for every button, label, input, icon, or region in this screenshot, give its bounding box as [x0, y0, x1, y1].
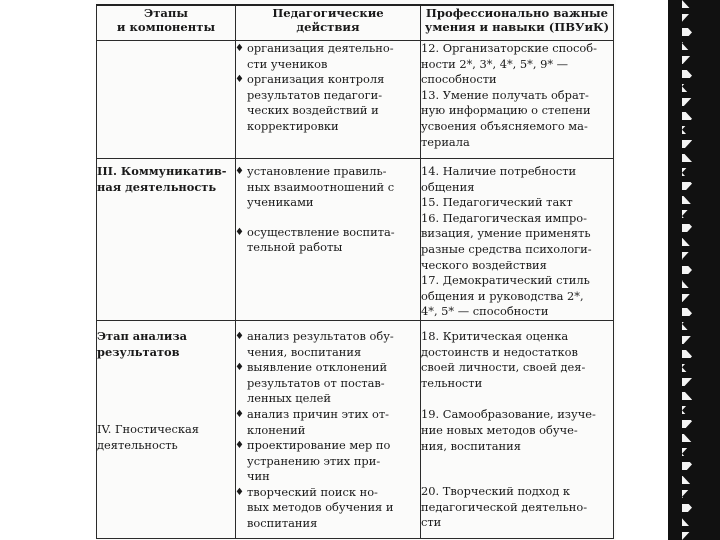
skills-cell [421, 320, 614, 538]
bullet-icon: ♦ [235, 226, 244, 238]
table-row-communicative [97, 159, 614, 321]
skill-item-16: 16. Педагогическая импро- визация, умение применять разные средства психологи- ческого воздействия [421, 210, 592, 272]
action-item: ♦ анализ результатов обу- чения, воспитания [235, 328, 394, 359]
actions-cell [236, 320, 421, 538]
stage-cell-analysis: Этап анализа результатов IV. Гностическая деятельность [97, 320, 236, 538]
bullet-icon: ♦ [235, 74, 244, 86]
skill-item-15: 15. Педагогический такт [421, 195, 573, 210]
skill-item-19: 19. Самообразование, изуче- ние новых методов обуче- ния, воспитания [421, 407, 596, 453]
header-stages [97, 5, 236, 41]
document-page [96, 0, 616, 540]
bullet-icon: ♦ [235, 486, 244, 498]
skills-cell [421, 159, 614, 321]
header-actions [236, 5, 421, 41]
header-skills-line2: умения и навыки (ПВУиК) [424, 20, 610, 34]
stage-cell-communicative: III. Коммуникатив- ная деятельность [97, 159, 236, 321]
action-item: ♦ выявление отклонений результатов от постав- ленных целей [235, 360, 388, 406]
action-item: ♦ организация контроля результатов педагоги- ческих воздействий и корректировки [235, 72, 385, 133]
bullet-icon: ♦ [235, 166, 244, 177]
header-skills [421, 5, 614, 41]
bullet-icon: ♦ [235, 362, 244, 374]
header-actions-line2: действия [296, 20, 360, 34]
action-item: ♦ творческий поиск но- вых методов обучения и воспитания [235, 484, 394, 531]
actions-cell [236, 159, 421, 321]
table-row-analysis [97, 320, 614, 538]
skill-item-18: 18. Критическая оценка достоинств и недостатков своей личности, своей дея- тельности [421, 328, 586, 390]
skills-cell [421, 41, 614, 159]
header-stages-line2: и компоненты [116, 20, 216, 34]
action-item: ♦ организация деятельно- сти учеников [235, 41, 394, 71]
stage-cell-empty [97, 41, 236, 159]
bullet-icon: ♦ [235, 440, 244, 452]
header-stages-line1: Этапы [143, 6, 189, 20]
skill-item-17: 17. Демократический стиль общения и руководства 2*, 4*, 5* — способности [421, 273, 590, 319]
skill-item-14: 14. Наличие потребности общения [421, 164, 577, 194]
bullet-icon: ♦ [235, 330, 244, 342]
action-item: ♦ осуществление воспита- тельной работы [235, 224, 395, 255]
actions-cell [236, 41, 421, 159]
bullet-icon: ♦ [235, 43, 244, 54]
header-skills-line1: Профессионально важные [425, 6, 609, 20]
action-item: ♦ анализ причин этих от- клонений [235, 406, 389, 437]
table-row-organizational [97, 41, 614, 159]
action-item: ♦ установление правиль- ных взаимоотношений с учениками [235, 164, 395, 210]
bullet-icon: ♦ [235, 408, 244, 420]
competency-table [96, 4, 614, 539]
table-header-row [97, 5, 614, 41]
skill-item-20: 20. Творческий подход к педагогической деятельно- сти [421, 484, 588, 530]
skill-item-12: 12. Организаторские способ- ности 2*, 3*, 4*, 5*, 9* — способности [421, 41, 597, 87]
skill-item-13: 13. Умение получать обрат- ную информацию о степени усвоения объясняемого ма- териала [421, 87, 591, 149]
action-item: ♦ проектирование мер по устранению этих при- чин [235, 438, 391, 484]
page-edge-shadow [668, 0, 720, 540]
header-actions-line1: Педагогические [272, 6, 384, 20]
